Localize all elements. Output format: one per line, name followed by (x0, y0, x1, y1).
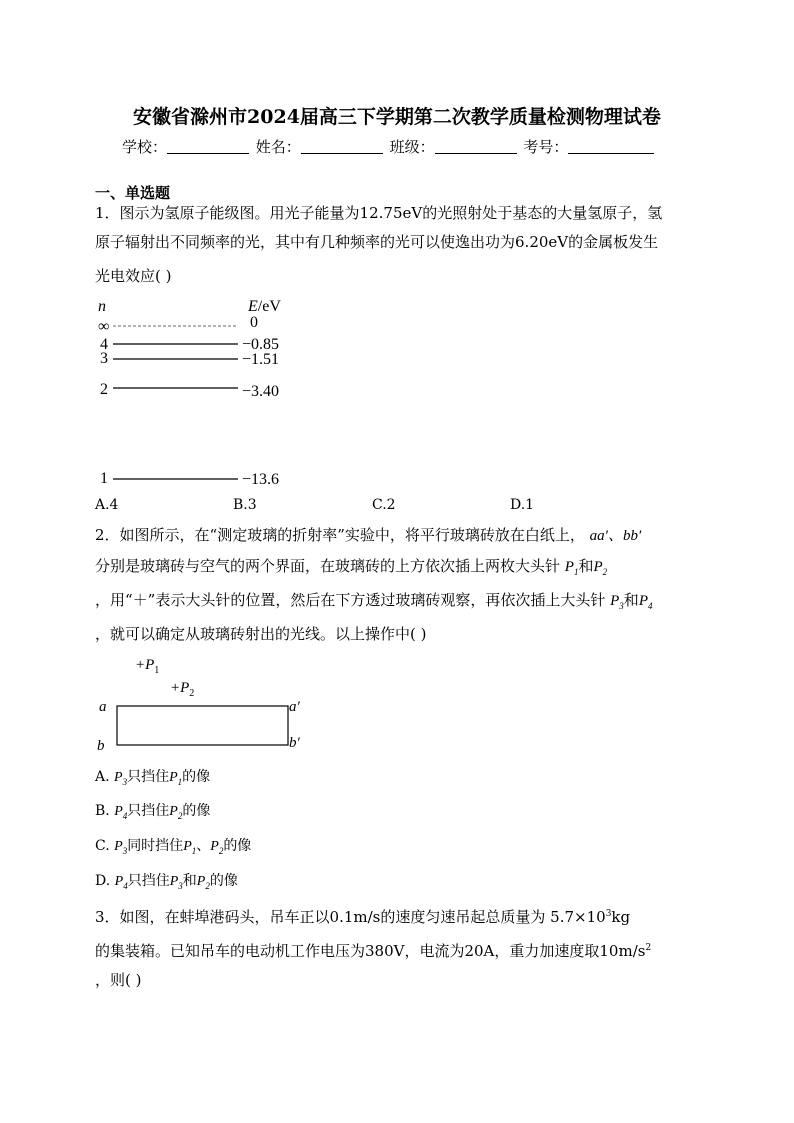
q2-option-d[interactable]: D. $P_4$只挡住$P_3$和$P_2$的像 (95, 873, 238, 891)
q2-pin-p3: $P_3$ (610, 593, 624, 611)
energy-level-diagram (90, 292, 310, 492)
name-label: 姓名： (255, 138, 301, 156)
q1-line-3: 光电效应( ) (95, 267, 172, 285)
number-label: 考号： (523, 138, 569, 156)
q3-line-2-text: 的集装箱。已知吊车的电动机工作电压为380V，电流为20A，重力加速度取10m/s (95, 942, 646, 960)
level-n-2: 2 (100, 381, 108, 398)
level-n-1: 1 (100, 470, 108, 487)
q2-line-1 (95, 521, 641, 550)
number-blank[interactable] (568, 139, 654, 154)
level-e-4: −0.85 (242, 336, 280, 353)
q1-option-b[interactable]: B.3 (233, 497, 257, 513)
interface-b-label: b (97, 738, 105, 754)
interface-b-prime-label: b′ (289, 735, 300, 751)
interface-a-label: a (99, 699, 107, 715)
q2-pin-p1: $P_1$ (564, 559, 579, 577)
q1-option-c[interactable]: C.2 (372, 497, 396, 513)
n-axis-label: n (98, 298, 106, 315)
section-heading: 一、单选题 (95, 184, 171, 202)
q2-option-b[interactable]: B. $P_4$只挡住$P_2$的像 (95, 803, 211, 821)
level-e-inf: 0 (250, 314, 258, 331)
level-n-4: 4 (100, 336, 108, 353)
interface-a-prime-label: a′ (289, 699, 300, 715)
pin-p2-label: $+P_2$ (170, 680, 195, 699)
q2-line-3: ，用“＋”表示大头针的位置，然后在下方透过玻璃砖观察，再依次插上大头针 $P_3$和$P_4$ (95, 591, 653, 611)
school-blank[interactable] (167, 139, 249, 154)
q2-option-a[interactable]: A. $P_3$只挡住$P_1$的像 (95, 769, 211, 787)
level-n-3: 3 (100, 350, 108, 367)
q3-line-1-text: 3．如图，在蚌埠港码头，吊车正以0.1m/s的速度匀速吊起总质量为 (95, 908, 546, 926)
q3-mass: $5.7\times 10^3kg$ (550, 908, 631, 926)
q1-option-a[interactable]: A.4 (95, 497, 119, 513)
q1-option-d[interactable]: D.1 (510, 497, 535, 513)
q2-line-1-text: 2．如图所示，在“测定玻璃的折射率”实验中，将平行玻璃砖放在白纸上， (95, 526, 585, 544)
q1-line-2: 原子辐射出不同频率的光，其中有几种频率的光可以使逸出功为6.20eV的金属板发生 (95, 233, 659, 251)
q3-gravity-exp: 2 (645, 943, 652, 953)
q2-pin-p4: $P_4$ (638, 593, 653, 611)
q2-interface-symbols: aa′、bb′ (589, 528, 642, 544)
q2-line-2 (95, 552, 607, 586)
pin-p1-label: $+P_1$ (135, 657, 160, 676)
page-title: 安徽省滁州市2024届高三下学期第二次教学质量检测物理试卷 (133, 106, 661, 128)
school-label: 学校： (122, 138, 168, 156)
q2-line-4: ，就可以确定从玻璃砖射出的光线。以上操作中( ) (95, 625, 427, 643)
q2-line-2-text: 分别是玻璃砖与空气的两个界面，在玻璃砖的上方依次插上两枚大头针 (95, 557, 561, 575)
name-blank[interactable] (301, 139, 383, 154)
class-label: 班级： (389, 138, 435, 156)
level-e-2: −3.40 (242, 383, 280, 400)
q2-pin-p2: $P_2$ (593, 559, 608, 577)
q3-line-2 (95, 934, 651, 965)
glass-block (117, 706, 288, 745)
q2-line-3-text: ，用“＋”表示大头针的位置，然后在下方透过玻璃砖观察，再依次插上大头针 (95, 591, 606, 609)
class-blank[interactable] (435, 139, 517, 154)
q3-line-3: ，则( ) (95, 971, 142, 989)
q2-and: 和 (578, 557, 594, 575)
q1-line-1: 1．图示为氢原子能级图。用光子能量为12.75eV的光照射处于基态的大量氢原子，氢 (95, 204, 663, 222)
energy-axis-label: E/eV (248, 298, 281, 315)
q3-line-1 (95, 900, 630, 931)
glass-block-figure (90, 650, 320, 758)
student-info-row (122, 136, 656, 157)
level-e-1: −13.6 (242, 471, 280, 488)
q2-option-c[interactable]: C. $P_3$同时挡住$P_1$、$P_2$的像 (95, 838, 252, 856)
level-e-3: −1.51 (242, 351, 280, 368)
level-n-inf: ∞ (98, 318, 110, 335)
